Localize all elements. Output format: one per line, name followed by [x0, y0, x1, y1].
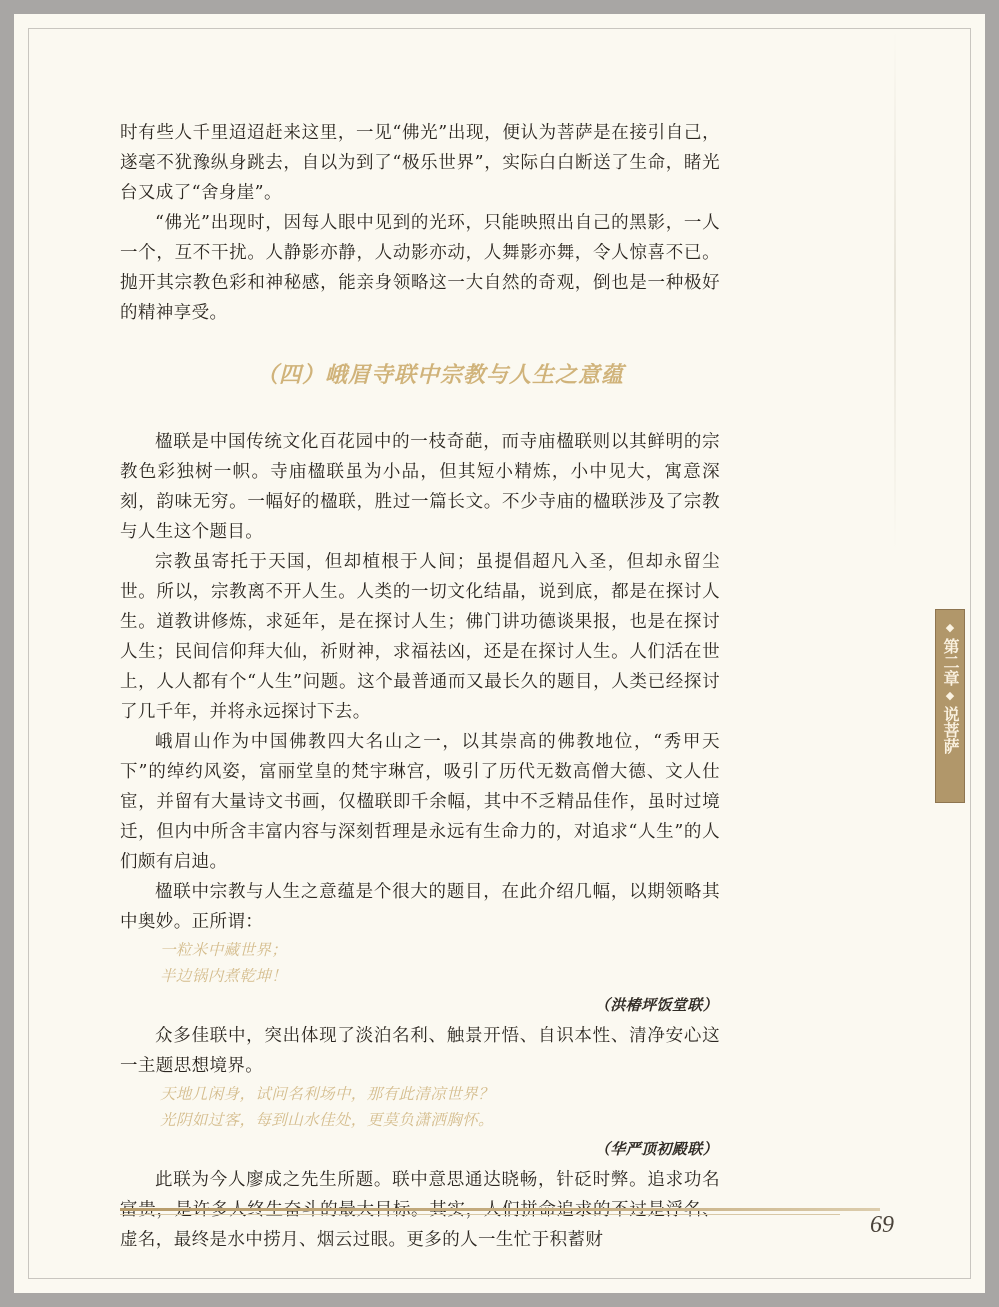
couplet-line: 半边锅内煮乾坤！ — [160, 967, 288, 985]
paper-crease — [894, 30, 896, 550]
couplet-source: （华严顶初殿联） — [594, 1140, 718, 1158]
paragraph: 时有些人千里迢迢赶来这里，一见“佛光”出现，便认为菩萨是在接引自己，遂毫不犹豫纵身跳去，自以为到了“极乐世界”，实际白白断送了生命，睹光台又成了“舍身崖”。 — [120, 123, 720, 203]
couplet-line: 一粒米中藏世界； — [160, 941, 288, 959]
paragraph: “佛光”出现时，因每人眼中见到的光环，只能映照出自己的黑影，一人一个，互不干扰。人静影亦静，人动影亦动，人舞影亦舞，令人惊喜不已。抛开其宗教色彩和神秘感，能亲身领略这一大自然的奇观，倒也是一种极好的精神享受。 — [120, 213, 720, 323]
chapter-side-tab — [935, 609, 965, 803]
diamond-icon: ◆ — [945, 689, 955, 702]
chapter-label: 第二章 — [941, 638, 960, 686]
paragraph: 峨眉山作为中国佛教四大名山之一，以其崇高的佛教地位，“秀甲天下”的绰约风姿，富丽堂皇的梵宇琳宫，吸引了历代无数高僧大德、文人仕宦，并留有大量诗文书画，仅楹联即千余幅，其中不乏精品佳作，虽时过境迁，但内中所含丰富内容与深刻哲理是永远有生命力的，对追求“人生”的人们颇有启迪。 — [120, 732, 720, 872]
paragraph: 宗教虽寄托于天国，但却植根于人间；虽提倡超凡入圣，但却永留尘世。所以，宗教离不开人生。人类的一切文化结晶，说到底，都是在探讨人生。道教讲修炼，求延年，是在探讨人生；佛门讲功德谈果报，也是在探讨人生；民间信仰拜大仙，祈财神，求福祛凶，还是在探讨人生。人们活在世上，人人都有个“人生”问题。这个最普通而又最长久的题目，人类已经探讨了几千年，并将永远探讨下去。 — [120, 552, 720, 722]
section-heading: （四）峨眉寺联中宗教与人生之意蕴 — [255, 363, 624, 388]
couplet-line: 光阴如过客，每到山水佳处，更莫负潇洒胸怀。 — [160, 1111, 494, 1129]
couplet-source: （洪椿坪饭堂联） — [594, 996, 718, 1014]
diamond-icon: ◆ — [945, 621, 955, 634]
footer-rule — [120, 1208, 880, 1211]
paragraph: 众多佳联中，突出体现了淡泊名利、触景开悟、自识本性、清净安心这一主题思想境界。 — [120, 1026, 720, 1076]
page-number: 69 — [870, 1212, 894, 1238]
couplet-line: 天地几闲身，试问名利场中，那有此清凉世界？ — [160, 1085, 494, 1103]
paragraph: 楹联中宗教与人生之意蕴是个很大的题目，在此介绍几幅，以期领略其中奥妙。正所谓： — [120, 882, 720, 932]
chapter-title: 说菩萨 — [941, 706, 960, 754]
paragraph: 楹联是中国传统文化百花园中的一枝奇葩，而寺庙楹联则以其鲜明的宗教色彩独树一帜。寺庙楹联虽为小品，但其短小精炼，小中见大，寓意深刻，韵味无穷。一幅好的楹联，胜过一篇长文。不少寺庙的楹联涉及了宗教与人生这个题目。 — [120, 432, 720, 542]
couplet-huayanding — [120, 1081, 720, 1163]
body-text — [120, 118, 720, 1255]
couplet-hongchunping — [120, 937, 720, 1019]
footer-rule-thin — [120, 1214, 840, 1215]
paragraph: 此联为今人廖成之先生所题。联中意思通达晓畅，针砭时弊。追求功名 虚名，最终是水中捞月、烟云过眼。更多的人一生忙于积蓄财 — [120, 1170, 720, 1250]
